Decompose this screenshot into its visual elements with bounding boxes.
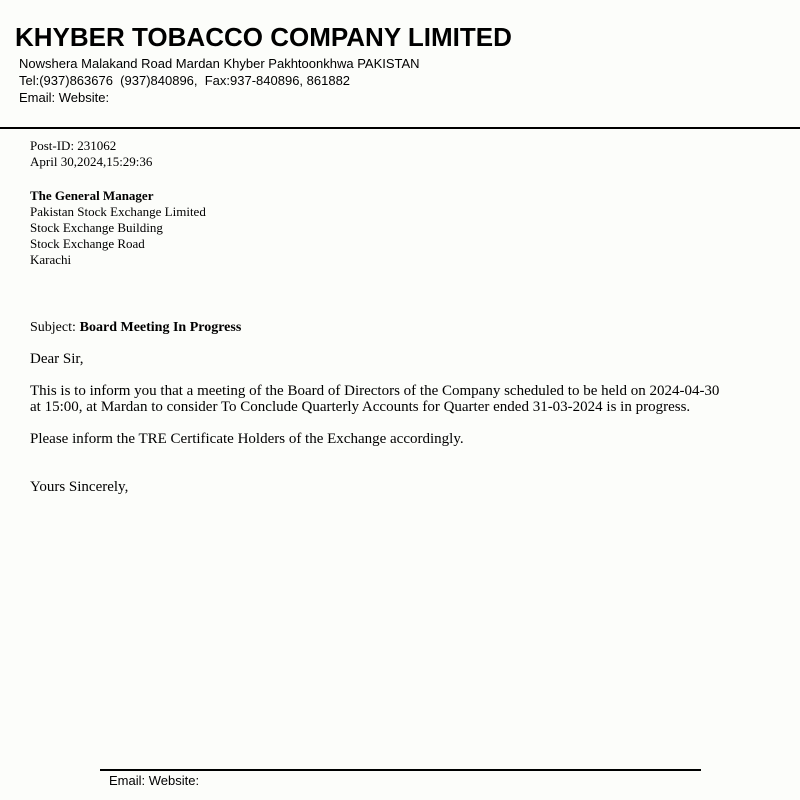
closing: Yours Sincerely, xyxy=(30,479,129,495)
company-email-website: Email: Website: xyxy=(19,90,110,105)
recipient-line: Stock Exchange Road xyxy=(30,236,145,251)
company-name: KHYBER TOBACCO COMPANY LIMITED xyxy=(15,22,512,52)
paragraph: Please inform the TRE Certificate Holders of the Exchange accordingly. xyxy=(30,431,464,447)
recipient-line: Pakistan Stock Exchange Limited xyxy=(30,204,206,219)
company-phone-fax: Tel:(937)863676 (937)840896, Fax:937-840896, 861882 xyxy=(19,73,351,88)
company-address: Nowshera Malakand Road Mardan Khyber Pakhtoonkhwa PAKISTAN xyxy=(19,56,420,71)
paragraph-line: This is to inform you that a meeting of the Board of Directors of the Company scheduled to be held on 2024-04-30 xyxy=(30,383,720,399)
subject-line xyxy=(30,319,241,336)
footer-divider xyxy=(100,769,701,771)
recipient-line: Stock Exchange Building xyxy=(30,220,163,235)
recipient-line: Karachi xyxy=(30,252,72,267)
recipient-title: The General Manager xyxy=(30,188,154,203)
header-divider xyxy=(0,127,800,129)
paragraph-line: at 15:00, at Mardan to consider To Conclude Quarterly Accounts for Quarter ended 31-03-2024 is in progress. xyxy=(30,399,691,415)
post-datetime: April 30,2024,15:29:36 xyxy=(30,154,153,169)
salutation: Dear Sir, xyxy=(30,351,84,367)
subject-text: Board Meeting In Progress xyxy=(79,320,242,335)
subject-label: Subject: xyxy=(30,320,76,335)
post-id: Post-ID: 231062 xyxy=(30,138,117,153)
footer-email-website: Email: Website: xyxy=(109,773,200,788)
